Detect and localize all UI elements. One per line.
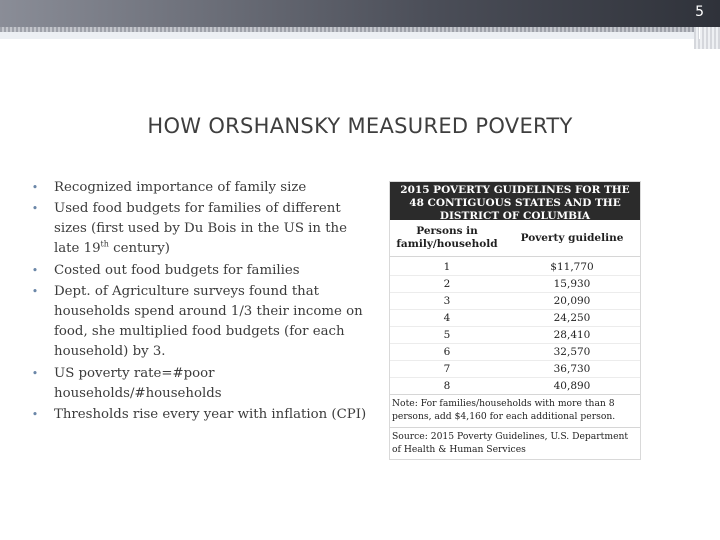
table-body [390,257,640,394]
guideline-cell: 36,730 [553,363,591,375]
persons-cell: 6 [443,346,451,358]
bullet-dot-icon: • [31,366,39,380]
bullet-text: Dept. of Agriculture surveys found that households spend around 1/3 their income on food, she multiplied food budgets (for each household) by 3. [54,284,363,360]
guideline-cell: 15,930 [553,278,591,290]
table-row [390,259,640,276]
table-header-row [390,220,640,257]
page-number: 5 [695,4,704,20]
bullet-item [28,199,368,259]
header-persons: Persons in family/household [396,225,498,250]
persons-cell: 5 [443,329,451,341]
bullet-item [28,282,368,362]
table-row [390,378,640,394]
table-row [390,344,640,361]
persons-cell: 4 [443,312,451,324]
persons-cell: 3 [443,295,451,307]
bullet-text: Costed out food budgets for families [54,262,300,278]
bullet-superscript: th [100,239,109,249]
bullet-dot-icon: • [31,181,39,194]
header-guideline: Poverty guideline [520,231,624,244]
bullet-item [28,364,368,404]
persons-cell: 8 [443,380,451,392]
top-banner-band [0,32,720,39]
persons-cell: 1 [443,261,451,273]
bullet-dot-icon: • [31,407,39,421]
bullet-dot-icon: • [31,202,39,216]
bullet-text: Recognized importance of family size [54,180,307,195]
guideline-cell: 28,410 [553,329,591,341]
bullet-text-end: century) [108,241,170,257]
poverty-guidelines-table [389,181,641,460]
corner-decoration [694,27,720,49]
slide-title: HOW ORSHANSKY MEASURED POVERTY [147,114,573,138]
bullet-text: US poverty rate=#poor households/#households [54,365,222,401]
top-banner [0,0,720,27]
guideline-cell: 20,090 [553,295,591,307]
table-row [390,276,640,293]
bullet-item [28,405,368,425]
bullet-list [28,178,368,426]
guideline-cell: 32,570 [553,346,591,358]
table-row [390,310,640,327]
bullet-item [28,178,368,198]
table-row [390,361,640,378]
table-row [390,327,640,344]
table-source: Source: 2015 Poverty Guidelines, U.S. Department of Health & Human Services [390,427,640,459]
guideline-cell: 40,890 [553,380,591,392]
bullet-dot-icon: • [31,263,39,277]
bullet-text: Thresholds rise every year with inflation (CPI) [54,406,367,422]
table-note: Note: For families/households with more than 8 persons, add $4,160 for each additional person. [390,394,640,427]
guideline-cell: 24,250 [553,312,591,324]
bullet-item [28,261,368,281]
bullet-text: Used food budgets for families of different sizes (first used by Du Bois in the US in the late 19 [54,201,347,257]
table-row [390,293,640,310]
page-number-divider [699,27,700,39]
guideline-cell: $11,770 [550,261,594,273]
bullet-dot-icon: • [31,285,39,299]
persons-cell: 2 [443,278,451,290]
table-title: 2015 POVERTY GUIDELINES FOR THE 48 CONTIGUOUS STATES AND THE DISTRICT OF COLUMBIA [390,182,640,220]
persons-cell: 7 [443,363,451,375]
